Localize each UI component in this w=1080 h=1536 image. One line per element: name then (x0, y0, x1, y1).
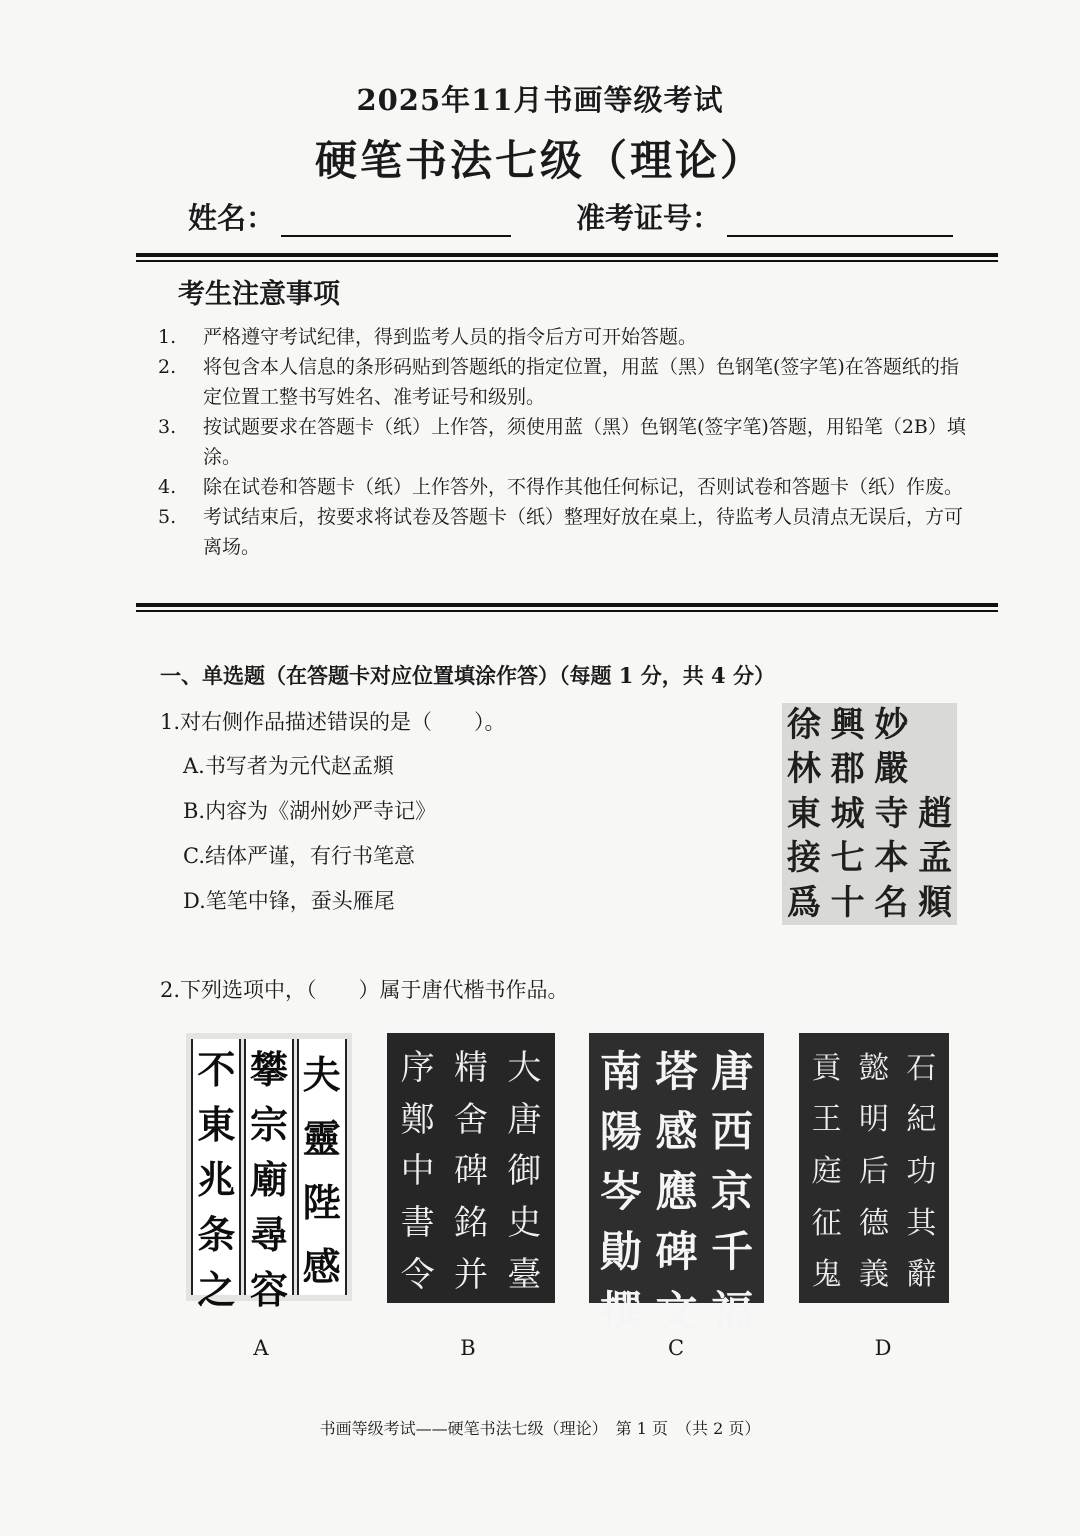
rubbing-label-c: C (667, 1336, 685, 1360)
rubbing-char: 西 (711, 1107, 754, 1156)
calligraphy-char: 爲 (786, 882, 821, 923)
rubbing-char: 明 (858, 1102, 889, 1138)
rubbing-column (401, 1039, 435, 1297)
name-label: 姓名： (188, 201, 276, 235)
exam-id-blank (727, 205, 953, 237)
divider-bottom (136, 603, 998, 612)
notice-item: 4. 除在试卷和答题卡（纸）上作答外，不得作其他任何标记，否则试卷和答题卡（纸）作废。 (158, 476, 964, 498)
calligraphy-char: 本 (874, 838, 909, 879)
rubbing-char: 塔 (655, 1047, 698, 1096)
rubbing-char: 福 (711, 1287, 754, 1336)
rubbing-column (655, 1039, 698, 1336)
rubbing-char: 后 (858, 1153, 889, 1189)
calligraphy-char: 興 (830, 705, 865, 745)
rubbing-char: 御 (507, 1151, 542, 1192)
notice-list (158, 322, 968, 562)
rubbing-char: 容 (249, 1267, 288, 1312)
question-2-stem: 2.下列选项中，（ ）属于唐代楷书作品。 (160, 978, 569, 1002)
rubbing-char: 貢 (811, 1050, 842, 1086)
rubbing-label-d: D (874, 1336, 892, 1360)
rubbing-char: 紀 (906, 1102, 937, 1138)
notice-item: 2. 将包含本人信息的条形码贴到答题纸的指定位置，用蓝（黑）色钢笔(签字笔)在答题纸的指定位置工整书写姓名、准考证号和级别。 (158, 356, 959, 408)
rubbing-char: 鬼 (811, 1257, 842, 1293)
rubbing-char: 勛 (599, 1227, 642, 1276)
rubbing-char: 鄭 (400, 1099, 435, 1140)
rubbing-char: 大 (507, 1048, 542, 1089)
calligraphy-char: 東 (786, 793, 821, 834)
question-1-stem: 1.对右侧作品描述错误的是（ ）。 (160, 710, 506, 734)
rubbing-char: 懿 (858, 1050, 889, 1086)
calligraphy-char: 接 (786, 838, 821, 879)
rubbing-label-b: B (460, 1336, 476, 1360)
notice-item: 3. 按试题要求在答题卡（纸）上作答，须使用蓝（黑）色钢笔(签字笔)答题，用铅笔（2B）填涂。 (158, 416, 966, 468)
rubbing-char: 尋 (249, 1212, 288, 1257)
question-1-option-b: B.内容为《湖州妙严寺记》 (183, 799, 437, 823)
calligraphy-char: 七 (830, 838, 865, 879)
rubbing-image-d (799, 1033, 949, 1303)
notice-title: 考生注意事项 (178, 279, 340, 310)
rubbing-char: 之 (197, 1267, 236, 1312)
question-1-option-d: D.笔笔中锋，蚕头雁尾 (183, 889, 395, 913)
exam-subtitle: 硬笔书法七级（理论） (314, 136, 765, 185)
rubbing-char: 文 (655, 1287, 698, 1336)
rubbing-char: 夫 (302, 1051, 341, 1097)
rubbing-char: 史 (507, 1203, 542, 1244)
calligraphy-char: 妙 (874, 705, 909, 745)
rubbing-char: 撰 (599, 1287, 642, 1336)
name-field (188, 196, 511, 237)
calligraphy-char: 林 (786, 749, 821, 790)
rubbing-char: 唐 (711, 1047, 754, 1096)
calligraphy-char: 城 (830, 793, 865, 834)
rubbing-char: 宗 (249, 1102, 288, 1147)
rubbing-char: 感 (655, 1107, 698, 1156)
rubbing-char: 靈 (302, 1115, 341, 1161)
rubbing-char: 兆 (197, 1157, 236, 1202)
rubbing-char: 王 (811, 1102, 842, 1138)
rubbing-char: 千 (711, 1227, 754, 1276)
divider-top (136, 253, 998, 262)
rubbing-char: 其 (906, 1205, 937, 1241)
rubbing-char: 唐 (507, 1099, 542, 1140)
rubbing-char: 岑 (599, 1167, 642, 1216)
rubbing-char: 書 (400, 1203, 435, 1244)
calligraphy-char: 趙 (918, 793, 953, 834)
rubbing-char: 功 (906, 1153, 937, 1189)
rubbing-column (191, 1039, 241, 1312)
rubbing-char: 令 (400, 1254, 435, 1295)
rubbing-char: 条 (197, 1212, 236, 1257)
exam-title: 2025年11月书画等级考试 (356, 83, 724, 117)
rubbing-char: 精 (453, 1048, 488, 1089)
rubbing-char: 序 (400, 1048, 435, 1089)
calligraphy-char: 名 (874, 882, 909, 923)
rubbing-column (859, 1039, 889, 1297)
name-blank (281, 205, 511, 237)
rubbing-char: 陽 (599, 1107, 642, 1156)
rubbing-char: 陛 (302, 1179, 341, 1225)
calligraphy-char: 孟 (918, 838, 953, 879)
rubbing-image-b (387, 1033, 555, 1303)
rubbing-char: 不 (197, 1047, 236, 1092)
rubbing-column (711, 1039, 754, 1336)
rubbing-char: 銘 (453, 1203, 488, 1244)
question-1-option-c: C.结体严谨，有行书笔意 (183, 844, 415, 868)
calligraphy-char: 徐 (786, 705, 821, 745)
calligraphy-char: 十 (830, 882, 865, 923)
rubbing-char: 廟 (249, 1157, 288, 1202)
exam-id-label: 准考证号： (576, 201, 722, 235)
rubbing-column (297, 1039, 347, 1295)
rubbing-char: 征 (811, 1205, 842, 1241)
rubbing-char: 感 (302, 1243, 341, 1289)
rubbing-column (507, 1039, 541, 1297)
rubbing-char: 辭 (906, 1257, 937, 1293)
section-title: 一、单选题（在答题卡对应位置填涂作答）（每题 1 分，共 4 分） (160, 663, 775, 688)
rubbing-char: 碑 (453, 1151, 488, 1192)
calligraphy-char: 郡 (830, 749, 865, 790)
rubbing-column (812, 1039, 842, 1297)
question-1-option-a: A.书写者为元代赵孟頫 (183, 754, 394, 778)
rubbing-char: 德 (858, 1205, 889, 1241)
rubbing-char: 碑 (655, 1227, 698, 1276)
rubbing-image-c (589, 1033, 764, 1336)
rubbing-char: 南 (599, 1047, 642, 1096)
page-footer: 书画等级考试——硬笔书法七级（理论） 第 1 页 （共 2 页） (319, 1419, 761, 1438)
calligraphy-char: 寺 (874, 793, 909, 834)
calligraphy-char: 頫 (918, 882, 953, 923)
calligraphy-char (913, 747, 957, 791)
exam-id-field (576, 196, 953, 237)
rubbing-label-a: A (253, 1336, 269, 1360)
rubbing-char: 庭 (811, 1153, 842, 1189)
calligraphy-char (913, 703, 957, 747)
calligraphy-sample-image (782, 703, 957, 925)
rubbing-column (454, 1039, 488, 1297)
rubbing-column (244, 1039, 294, 1312)
notice-item: 5. 考试结束后，按要求将试卷及答题卡（纸）整理好放在桌上，待监考人员清点无误后，方可离场。 (158, 506, 964, 558)
rubbing-column (906, 1039, 936, 1297)
rubbing-char: 應 (655, 1167, 698, 1216)
rubbing-char: 京 (711, 1167, 754, 1216)
rubbing-column (599, 1039, 642, 1336)
rubbing-char: 義 (858, 1257, 889, 1293)
rubbing-char: 中 (400, 1151, 435, 1192)
rubbing-char: 臺 (507, 1254, 542, 1295)
rubbing-char: 并 (453, 1254, 488, 1295)
rubbing-char: 東 (197, 1102, 236, 1147)
calligraphy-char: 嚴 (874, 749, 909, 790)
rubbing-image-a (186, 1033, 352, 1312)
notice-item: 1. 严格遵守考试纪律，得到监考人员的指令后方可开始答题。 (158, 326, 698, 348)
rubbing-char: 石 (906, 1050, 937, 1086)
rubbing-char: 舍 (453, 1099, 488, 1140)
rubbing-char: 攀 (249, 1047, 288, 1092)
